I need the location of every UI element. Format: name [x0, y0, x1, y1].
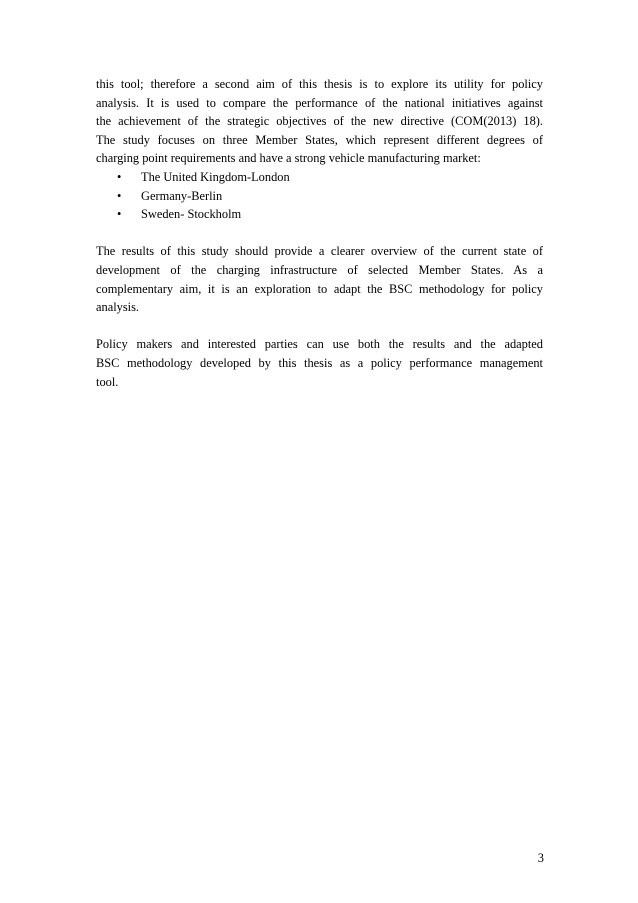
- paragraph-intro: [96, 75, 543, 168]
- paragraph-policy-makers: [96, 335, 543, 391]
- text-line: tool.: [96, 374, 119, 389]
- bullet-icon: •: [117, 207, 122, 222]
- text-line: The study focuses on three Member States, which represent different degrees of: [96, 132, 543, 147]
- text-line: the achievement of the strategic objectives of the new directive (COM(2013) 18).: [96, 114, 543, 129]
- list-item-text: The United Kingdom-London: [141, 169, 290, 184]
- text-line: analysis.: [96, 300, 140, 315]
- page-body: [96, 75, 543, 391]
- list-item-text: Germany-Berlin: [141, 188, 223, 203]
- text-line: charging point requirements and have a strong vehicle manufacturing market:: [96, 151, 481, 166]
- text-line: analysis. It is used to compare the performance of the national initiatives against: [96, 95, 543, 110]
- paragraph-gap: [96, 317, 543, 336]
- paragraph-gap: [96, 224, 543, 243]
- list-item: [96, 168, 543, 187]
- bullet-icon: •: [117, 188, 122, 203]
- list-item: [96, 205, 543, 224]
- text-line: BSC methodology developed by this thesis as a policy performance management: [96, 355, 543, 370]
- bullet-icon: •: [117, 169, 122, 184]
- paragraph-results: [96, 242, 543, 316]
- text-line: The results of this study should provide a clearer overview of the current state of: [96, 244, 543, 259]
- list-item: [96, 187, 543, 206]
- text-line: complementary aim, it is an exploration to adapt the BSC methodology for policy: [96, 281, 543, 296]
- member-states-list: [96, 168, 543, 224]
- text-line: Policy makers and interested parties can use both the results and the adapted: [96, 337, 543, 352]
- page-number: 3: [537, 851, 544, 865]
- text-line: this tool; therefore a second aim of this thesis is to explore its utility for policy: [96, 77, 543, 91]
- text-line: development of the charging infrastructure of selected Member States. As a: [96, 262, 543, 277]
- list-item-text: Sweden- Stockholm: [141, 207, 242, 222]
